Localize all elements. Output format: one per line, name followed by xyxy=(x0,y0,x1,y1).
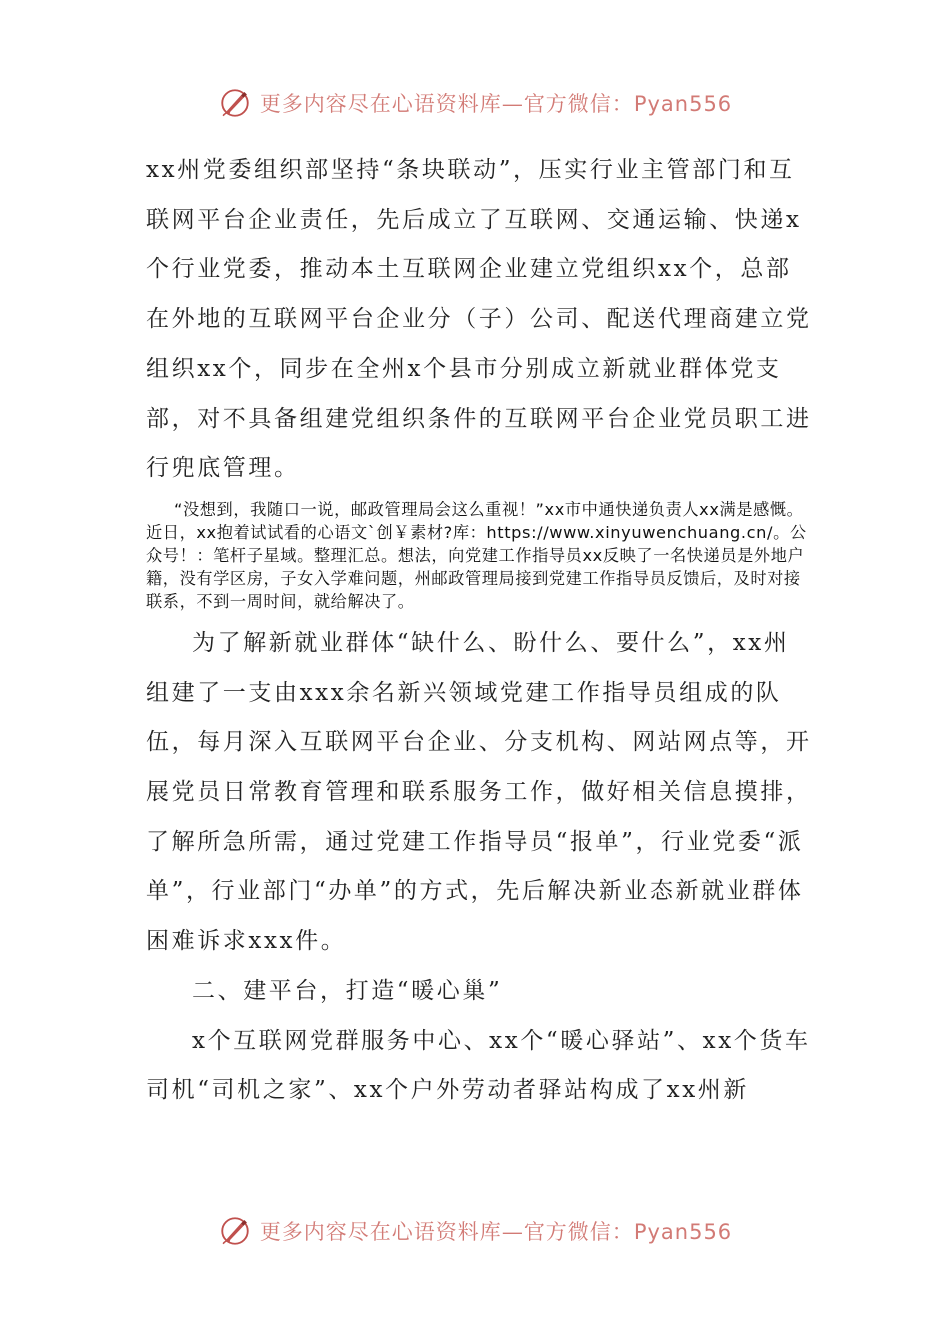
footer-watermark xyxy=(0,1206,950,1256)
pen-circle-logo-icon xyxy=(218,86,252,120)
watermark-text: 更多内容尽在心语资料库—官方微信：Pyan556 xyxy=(259,92,733,116)
paragraph-1: xx州党委组织部坚持“条块联动”，压实行业主管部门和互联网平台企业责任，先后成立了互联网、交通运输、快递x个行业党委，推动本土互联网企业建立党组织xx个，总部在外地的互联网平台企业分（子）公司、配送代理商建立党组织xx个，同步在全州x个县市分别成立新就业群体党支部，对不具备组建党组织条件的互联网平台企业党员职工进行兜底管理。 xyxy=(146,157,812,482)
paragraph-2: “没想到，我随口一说，邮政管理局会这么重视！”xx市中通快递负责人xx满是感慨。近日，xx抱着试试看的心语文`创￥素材?库：https://www.xinyuwenchuang.cn/。公众号！：笔杆子星域。整理汇总。想法，向党建工作指导员xx反映了一名快递员是外地户籍，没有学区房，子女入学难问题，州邮政管理局接到党建工作指导员反馈后，及时对接联系，不到一周时间，就给解决了。 xyxy=(146,499,807,611)
pen-circle-logo-icon xyxy=(218,1214,252,1248)
paragraph-3: 为了解新就业群体“缺什么、盼什么、要什么”，xx州组建了一支由xxx余名新兴领域党建工作指导员组成的队伍，每月深入互联网平台企业、分支机构、网站网点等，开展党员日常教育管理和联系服务工作，做好相关信息摸排，了解所急所需，通过党建工作指导员“报单”，行业党委“派单”，行业部门“办单”的方式，先后解决新业态新就业群体困难诉求xxx件。 xyxy=(146,629,812,955)
paragraph-4: x个互联网党群服务中心、xx个“暖心驿站”、xx个货车司机“司机之家”、xx个户外劳动者驿站构成了xx州新 xyxy=(146,1027,811,1104)
section-heading: 二、建平台，打造“暖心巢” xyxy=(192,977,503,1004)
document-body xyxy=(146,146,814,1116)
watermark-text: 更多内容尽在心语资料库—官方微信：Pyan556 xyxy=(259,1220,733,1244)
header-watermark xyxy=(0,78,950,128)
